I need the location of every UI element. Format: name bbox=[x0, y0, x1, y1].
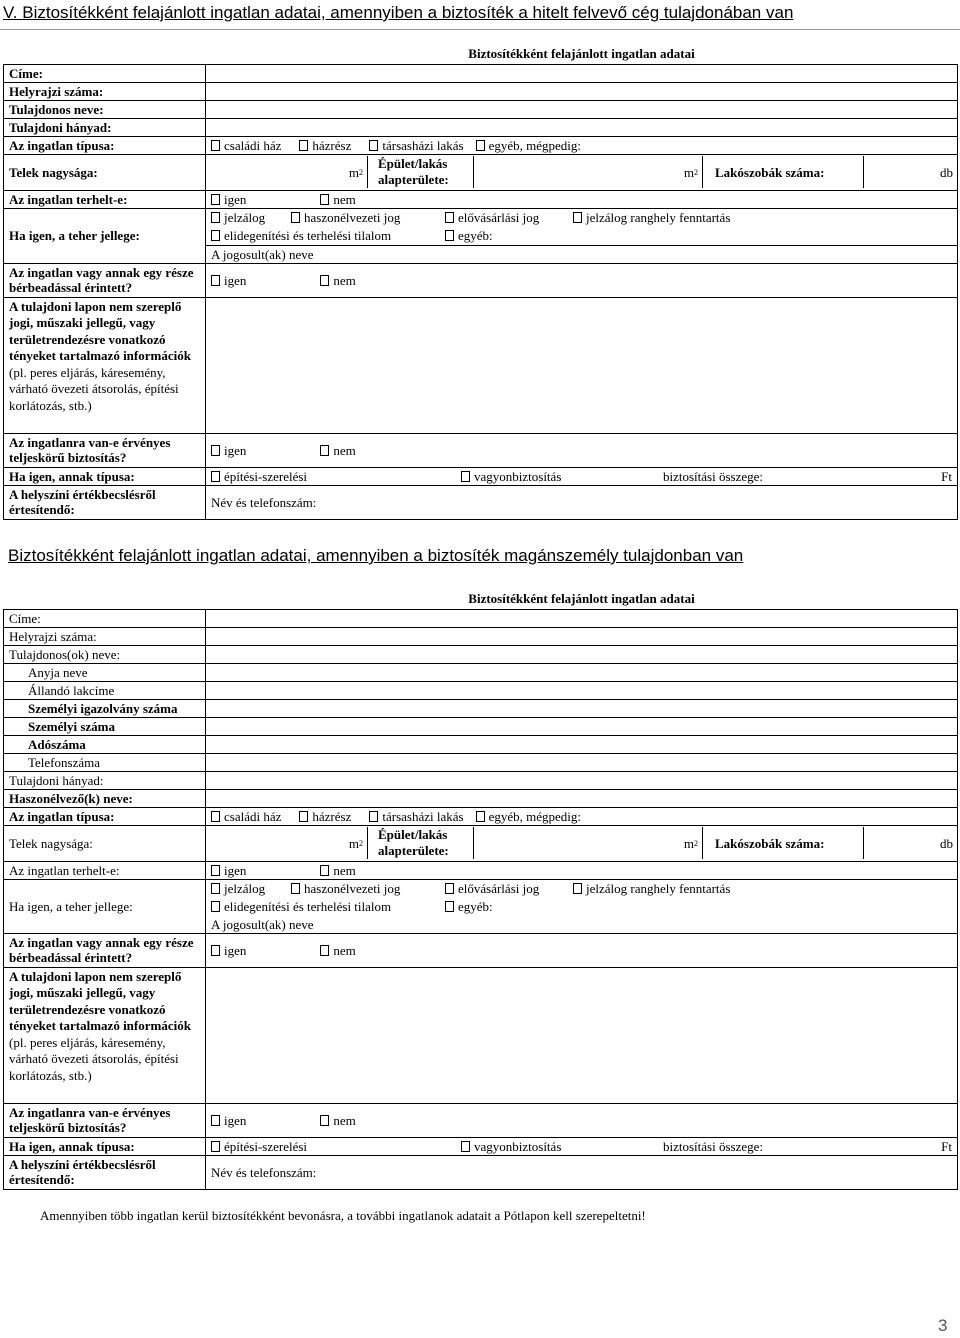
option-other-encumbrance[interactable]: egyéb: bbox=[445, 899, 493, 914]
checkbox-icon[interactable] bbox=[369, 140, 378, 151]
option-mortgage[interactable]: jelzálog bbox=[211, 210, 291, 225]
beneficiary-name-field[interactable]: A jogosult(ak) neve bbox=[206, 245, 957, 263]
parcel-number-field[interactable] bbox=[206, 82, 958, 100]
label-insurance-type: Ha igen, annak típusa: bbox=[4, 1137, 206, 1155]
option-yes[interactable]: igen bbox=[211, 943, 246, 958]
property-type-options bbox=[211, 138, 952, 153]
id-card-field[interactable] bbox=[206, 699, 958, 717]
option-yes[interactable]: igen bbox=[211, 273, 246, 288]
floor-area-field[interactable]: m 2 bbox=[683, 164, 698, 180]
mother-name-field[interactable] bbox=[206, 663, 958, 681]
page-number: 3 bbox=[938, 1316, 948, 1335]
label-tax-number: Adószáma bbox=[4, 735, 206, 753]
option-usufruct[interactable]: haszonélvezeti jog bbox=[291, 210, 445, 225]
rooms-field[interactable]: db bbox=[940, 164, 953, 180]
tax-number-field[interactable] bbox=[206, 735, 958, 753]
owner-name-field[interactable] bbox=[206, 100, 958, 118]
appraisal-contact-field[interactable]: Név és telefonszám: bbox=[206, 1155, 958, 1189]
label-permanent-address: Állandó lakcíme bbox=[4, 681, 206, 699]
checkbox-icon[interactable] bbox=[211, 945, 220, 956]
label-insured-amount: biztosítási összege: bbox=[663, 468, 764, 484]
label-parcel-number: Helyrajzi száma: bbox=[4, 627, 206, 645]
checkbox-icon[interactable] bbox=[320, 445, 329, 456]
option-yes[interactable]: igen bbox=[211, 192, 246, 207]
plot-size-field[interactable]: m 2 bbox=[348, 164, 363, 180]
label-ownership-share: Tulajdoni hányad: bbox=[4, 118, 206, 136]
option-family-house[interactable]: családi ház bbox=[211, 138, 281, 153]
option-property-insurance[interactable]: vagyonbiztosítás bbox=[461, 1139, 663, 1154]
option-yes[interactable]: igen bbox=[211, 863, 246, 878]
checkbox-icon[interactable] bbox=[211, 275, 220, 286]
legal-info-field[interactable] bbox=[206, 967, 958, 1103]
label-floor-area: Épület/lakás alapterülete: bbox=[367, 156, 474, 188]
checkbox-icon[interactable] bbox=[211, 865, 220, 876]
beneficiary-name-field[interactable]: A jogosult(ak) neve bbox=[211, 916, 314, 932]
label-property-type: Az ingatlan típusa: bbox=[4, 807, 206, 825]
label-property-type: Az ingatlan típusa: bbox=[4, 136, 206, 154]
label-address: Címe: bbox=[4, 64, 206, 82]
label-usufructuary: Haszonélvező(k) neve: bbox=[4, 789, 206, 807]
option-rank-reservation[interactable]: jelzálog ranghely fenntartás bbox=[573, 881, 730, 896]
option-other[interactable]: egyéb, mégpedig: bbox=[476, 138, 581, 153]
option-property-insurance[interactable]: vagyonbiztosítás bbox=[461, 469, 663, 484]
label-rooms: Lakószobák száma: bbox=[702, 827, 864, 859]
address-field[interactable] bbox=[206, 64, 958, 82]
option-usufruct[interactable]: haszonélvezeti jog bbox=[291, 881, 445, 896]
ownership-share-field[interactable] bbox=[206, 118, 958, 136]
option-house-part[interactable]: házrész bbox=[299, 138, 351, 153]
table-header: Biztosítékként felajánlott ingatlan adatai bbox=[206, 44, 958, 64]
checkbox-icon[interactable] bbox=[211, 1141, 220, 1152]
checkbox-icon[interactable] bbox=[291, 883, 300, 894]
checkbox-icon[interactable] bbox=[445, 230, 454, 241]
legal-info-field[interactable] bbox=[206, 297, 958, 433]
checkbox-icon[interactable] bbox=[211, 1115, 220, 1126]
option-no[interactable]: nem bbox=[320, 943, 355, 958]
label-legal-info: A tulajdoni lapon nem szereplő jogi, műszaki jellegű, vagy területrendezésre vonatkozó tényeket tartalmazó információk (pl. peres eljárás, káresemény, várható övezeti átsorolás, építési korlátozás, stb.) bbox=[4, 967, 206, 1103]
section-2-title: Biztosítékként felajánlott ingatlan adatai, amennyiben a biztosíték magánszemély tulajdonban van bbox=[8, 546, 744, 565]
checkbox-icon[interactable] bbox=[211, 471, 220, 482]
label-plot-size: Telek nagysága: bbox=[4, 154, 206, 190]
option-preemption[interactable]: elővásárlási jog bbox=[445, 881, 573, 896]
option-alienation-ban[interactable]: elidegenítési és terhelési tilalom bbox=[211, 228, 445, 243]
label-encumbrance-type: Ha igen, a teher jellege: bbox=[4, 208, 206, 263]
option-rank-reservation[interactable]: jelzálog ranghely fenntartás bbox=[573, 210, 730, 225]
footer-note: Amennyiben több ingatlan kerül biztosítékként bevonásra, a további ingatlanok adatait a Pótlapon kell szerepeltetni! bbox=[40, 1208, 646, 1223]
divider bbox=[0, 29, 960, 30]
checkbox-icon[interactable] bbox=[461, 1141, 470, 1152]
checkbox-icon[interactable] bbox=[211, 212, 220, 223]
checkbox-icon[interactable] bbox=[320, 865, 329, 876]
label-id-card: Személyi igazolvány száma bbox=[4, 699, 206, 717]
floor-area-field[interactable]: m 2 bbox=[683, 835, 698, 851]
checkbox-icon[interactable] bbox=[211, 883, 220, 894]
checkbox-icon[interactable] bbox=[445, 901, 454, 912]
option-family-house[interactable]: családi ház bbox=[211, 809, 281, 824]
parcel-number-field[interactable] bbox=[206, 627, 958, 645]
checkbox-icon[interactable] bbox=[211, 194, 220, 205]
appraisal-contact-field[interactable]: Név és telefonszám: bbox=[206, 485, 958, 519]
rooms-field[interactable]: db bbox=[940, 835, 953, 851]
table-header: Biztosítékként felajánlott ingatlan adatai bbox=[206, 589, 958, 609]
option-other-encumbrance[interactable]: egyéb: bbox=[445, 228, 493, 243]
label-insured-amount: biztosítási összege: bbox=[663, 1138, 764, 1154]
option-preemption[interactable]: elővásárlási jog bbox=[445, 210, 573, 225]
checkbox-icon[interactable] bbox=[211, 811, 220, 822]
label-rooms: Lakószobák száma: bbox=[702, 156, 864, 188]
option-no[interactable]: nem bbox=[320, 863, 355, 878]
ownership-share-field[interactable] bbox=[206, 771, 958, 789]
usufructuary-field[interactable] bbox=[206, 789, 958, 807]
label-address: Címe: bbox=[4, 609, 206, 627]
checkbox-icon[interactable] bbox=[211, 230, 220, 241]
label-ownership-share: Tulajdoni hányad: bbox=[4, 771, 206, 789]
checkbox-icon[interactable] bbox=[211, 445, 220, 456]
phone-field[interactable] bbox=[206, 753, 958, 771]
label-phone: Telefonszáma bbox=[4, 753, 206, 771]
checkbox-icon[interactable] bbox=[299, 811, 308, 822]
label-encumbered: Az ingatlan terhelt-e: bbox=[4, 861, 206, 879]
label-leased: Az ingatlan vagy annak egy része bérbeadással érintett? bbox=[4, 263, 206, 297]
option-alienation-ban[interactable]: elidegenítési és terhelési tilalom bbox=[211, 899, 445, 914]
checkbox-icon[interactable] bbox=[476, 811, 485, 822]
label-appraisal-contact: A helyszíni értékbecslésről értesítendő: bbox=[4, 1155, 206, 1189]
label-appraisal-contact: A helyszíni értékbecslésről értesítendő: bbox=[4, 485, 206, 519]
label-floor-area: Épület/lakás alapterülete: bbox=[367, 827, 474, 859]
checkbox-icon[interactable] bbox=[211, 901, 220, 912]
option-condo[interactable]: társasházi lakás bbox=[369, 138, 463, 153]
checkbox-icon[interactable] bbox=[291, 212, 300, 223]
option-no[interactable]: nem bbox=[320, 273, 355, 288]
option-no[interactable]: nem bbox=[320, 443, 355, 458]
checkbox-icon[interactable] bbox=[573, 883, 582, 894]
label-plot-size: Telek nagysága: bbox=[4, 825, 206, 861]
label-personal-number: Személyi száma bbox=[4, 717, 206, 735]
checkbox-icon[interactable] bbox=[445, 883, 454, 894]
label-insurance-type: Ha igen, annak típusa: bbox=[4, 467, 206, 485]
property-table-company bbox=[3, 44, 958, 520]
checkbox-icon[interactable] bbox=[573, 212, 582, 223]
checkbox-icon[interactable] bbox=[320, 275, 329, 286]
option-other[interactable]: egyéb, mégpedig: bbox=[476, 809, 581, 824]
personal-number-field[interactable] bbox=[206, 717, 958, 735]
label-leased: Az ingatlan vagy annak egy része bérbeadással érintett? bbox=[4, 933, 206, 967]
label-encumbered: Az ingatlan terhelt-e: bbox=[4, 190, 206, 208]
permanent-address-field[interactable] bbox=[206, 681, 958, 699]
option-house-part[interactable]: házrész bbox=[299, 809, 351, 824]
checkbox-icon[interactable] bbox=[211, 140, 220, 151]
section-1-title: V. Biztosítékként felajánlott ingatlan adatai, amennyiben a biztosíték a hitelt felvevő cég tulajdonában van bbox=[3, 3, 794, 22]
checkbox-icon[interactable] bbox=[320, 1115, 329, 1126]
checkbox-icon[interactable] bbox=[320, 194, 329, 205]
currency-label: Ft bbox=[941, 1138, 952, 1154]
label-insurance: Az ingatlanra van-e érvényes teljeskörű biztosítás? bbox=[4, 433, 206, 467]
option-no[interactable]: nem bbox=[320, 192, 355, 207]
option-construction[interactable]: építési-szerelési bbox=[211, 1139, 461, 1154]
checkbox-icon[interactable] bbox=[369, 811, 378, 822]
option-yes[interactable]: igen bbox=[211, 1113, 246, 1128]
checkbox-icon[interactable] bbox=[445, 212, 454, 223]
checkbox-icon[interactable] bbox=[461, 471, 470, 482]
currency-label: Ft bbox=[941, 468, 952, 484]
label-owner-name: Tulajdonos neve: bbox=[4, 100, 206, 118]
label-mother-name: Anyja neve bbox=[4, 663, 206, 681]
label-insurance: Az ingatlanra van-e érvényes teljeskörű biztosítás? bbox=[4, 1103, 206, 1137]
label-encumbrance-type: Ha igen, a teher jellege: bbox=[4, 879, 206, 933]
property-table-private bbox=[3, 589, 958, 1190]
label-legal-info: A tulajdoni lapon nem szereplő jogi, műszaki jellegű, vagy területrendezésre vonatkozó tényeket tartalmazó információk (pl. peres eljárás, káresemény, várható övezeti átsorolás, építési korlátozás, stb.) bbox=[4, 297, 206, 433]
label-owners-names: Tulajdonos(ok) neve: bbox=[4, 645, 206, 663]
option-mortgage[interactable]: jelzálog bbox=[211, 881, 291, 896]
checkbox-icon[interactable] bbox=[320, 945, 329, 956]
owners-names-field[interactable] bbox=[206, 645, 958, 663]
option-condo[interactable]: társasházi lakás bbox=[369, 809, 463, 824]
option-no[interactable]: nem bbox=[320, 1113, 355, 1128]
label-parcel-number: Helyrajzi száma: bbox=[4, 82, 206, 100]
plot-size-field[interactable]: m 2 bbox=[348, 835, 363, 851]
option-yes[interactable]: igen bbox=[211, 443, 246, 458]
checkbox-icon[interactable] bbox=[476, 140, 485, 151]
checkbox-icon[interactable] bbox=[299, 140, 308, 151]
address-field[interactable] bbox=[206, 609, 958, 627]
option-construction[interactable]: építési-szerelési bbox=[211, 469, 461, 484]
